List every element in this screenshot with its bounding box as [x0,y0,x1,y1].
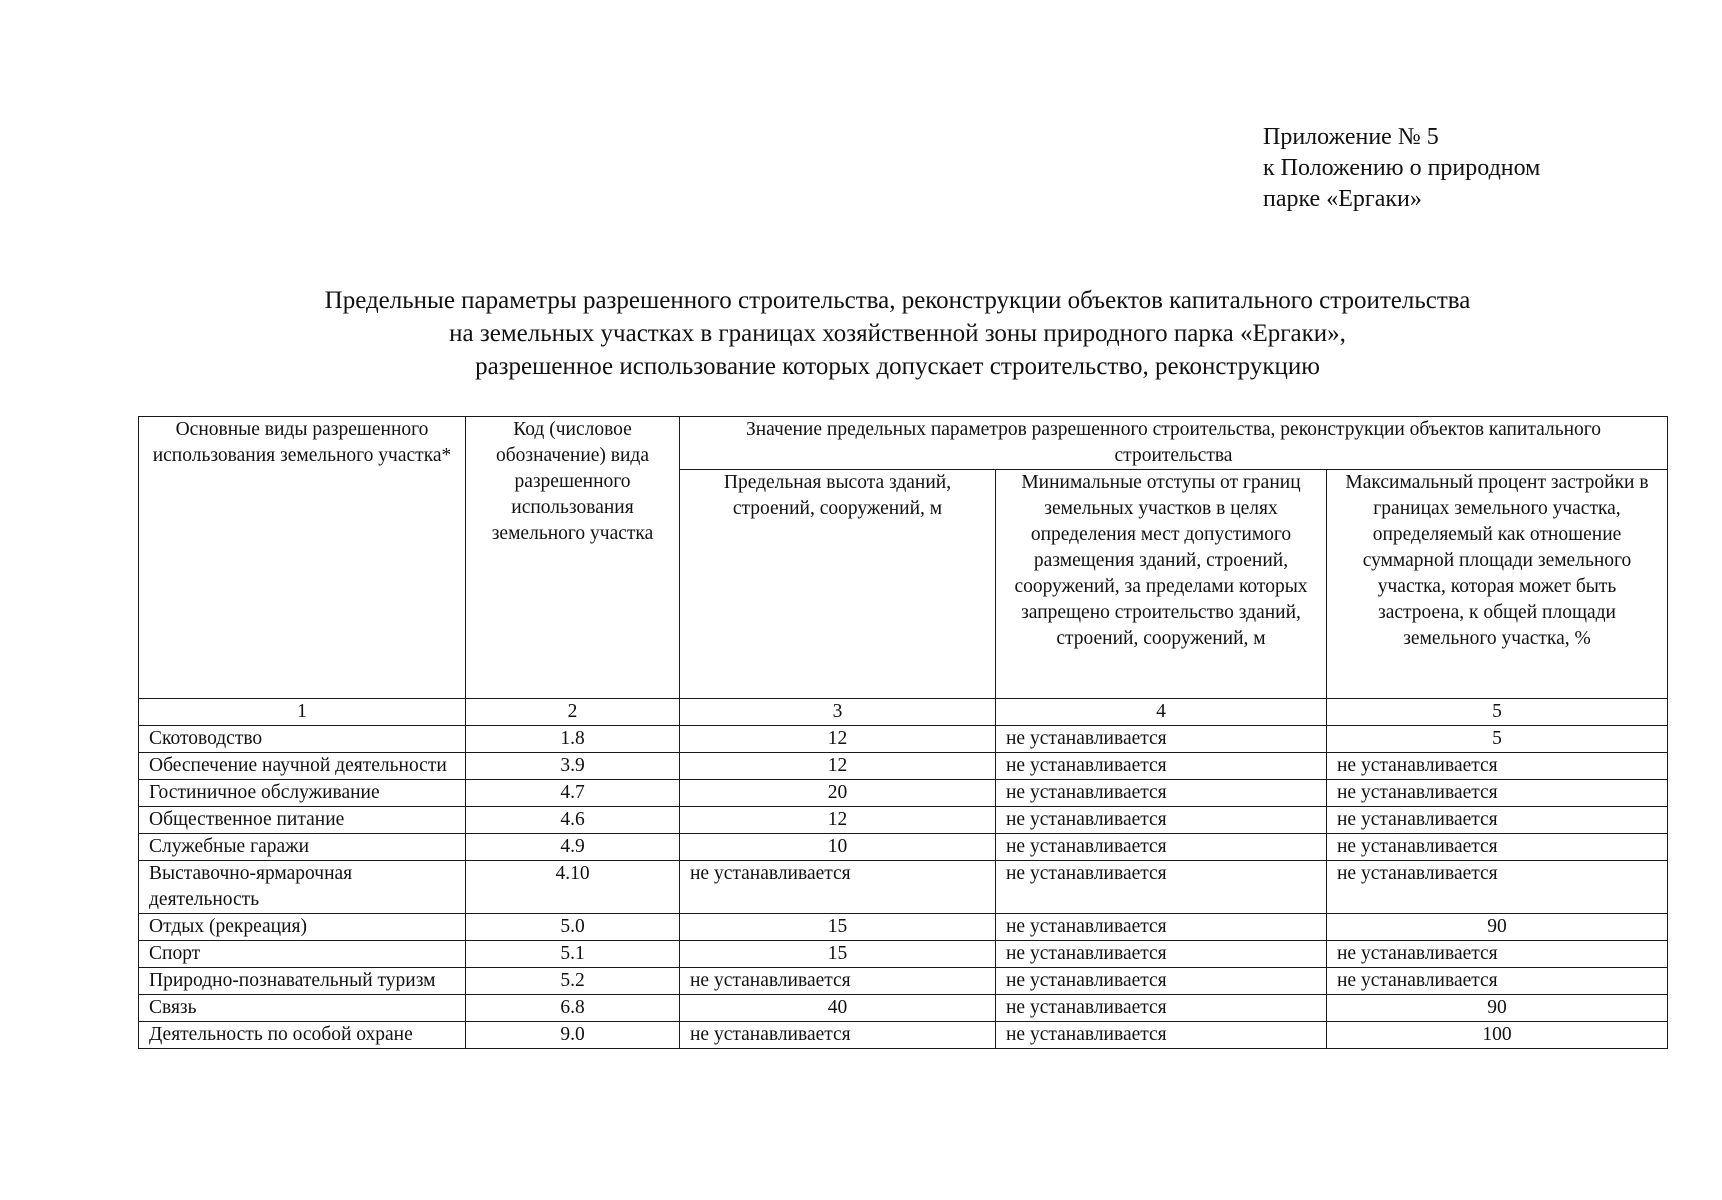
code-cell: 5.0 [466,914,680,941]
min-setback-cell: не устанавливается [996,780,1327,807]
title-line: Предельные параметры разрешенного строительства, реконструкции объектов капитального строительства [324,287,1471,314]
code-cell: 4.7 [466,780,680,807]
code-cell: 5.2 [466,968,680,995]
max-height-cell: 15 [680,941,996,968]
max-height-cell: не устанавливается [680,968,996,995]
max-coverage-cell: 5 [1327,726,1668,753]
code-cell: 4.9 [466,834,680,861]
table-row [139,861,1668,914]
column-number: 4 [996,699,1327,726]
header-max-coverage: Максимальный процент застройки в границах земельного участка, определяемый как отношение суммарной площади земельного участка, которая может быть застроена, к общей площади земельного участка, % [1327,470,1668,699]
min-setback-cell: не устанавливается [996,834,1327,861]
max-height-cell: не устанавливается [680,1022,996,1049]
column-number: 2 [466,699,680,726]
max-height-cell: 12 [680,753,996,780]
table-row [139,995,1668,1022]
appendix-line: парке «Ергаки» [1263,186,1422,212]
min-setback-cell: не устанавливается [996,914,1327,941]
code-cell: 3.9 [466,753,680,780]
table-row [139,914,1668,941]
header-max-height: Предельная высота зданий, строений, сооружений, м [680,470,996,699]
min-setback-cell: не устанавливается [996,995,1327,1022]
header-code: Код (числовое обозначение) вида разрешенного использования земельного участка [466,417,680,699]
table-row [139,968,1668,995]
table-row [139,753,1668,780]
code-cell: 4.6 [466,807,680,834]
parameters-table [138,416,1668,1049]
land-use-name-cell: Выставочно-ярмарочная деятельность [139,861,466,914]
table-row [139,834,1668,861]
land-use-name-cell: Обеспечение научной деятельности [139,753,466,780]
code-cell: 1.8 [466,726,680,753]
max-height-cell: 12 [680,726,996,753]
max-coverage-cell: 100 [1327,1022,1668,1049]
max-height-cell: 15 [680,914,996,941]
land-use-name-cell: Связь [139,995,466,1022]
min-setback-cell: не устанавливается [996,726,1327,753]
header-limit-values: Значение предельных параметров разрешенного строительства, реконструкции объектов капитального строительства [680,417,1668,470]
table-body [139,726,1668,1049]
land-use-name-cell: Природно-познавательный туризм [139,968,466,995]
land-use-name-cell: Отдых (рекреация) [139,914,466,941]
title-line: на земельных участках в границах хозяйственной зоны природного парка «Ергаки», [449,320,1346,347]
max-height-cell: 20 [680,780,996,807]
min-setback-cell: не устанавливается [996,753,1327,780]
land-use-name-cell: Гостиничное обслуживание [139,780,466,807]
max-coverage-cell: 90 [1327,914,1668,941]
code-cell: 5.1 [466,941,680,968]
appendix-line: к Положению о природном [1263,155,1541,181]
appendix-note [1263,122,1540,215]
max-height-cell: 40 [680,995,996,1022]
min-setback-cell: не устанавливается [996,807,1327,834]
max-coverage-cell: не устанавливается [1327,861,1668,914]
table-row [139,941,1668,968]
max-coverage-cell: не устанавливается [1327,968,1668,995]
code-cell: 6.8 [466,995,680,1022]
min-setback-cell: не устанавливается [996,1022,1327,1049]
header-min-setback: Минимальные отступы от границ земельных участков в целях определения мест допустимого размещения зданий, строений, сооружений, за пределами которых запрещено строительство зданий, строений, сооружений, м [996,470,1327,699]
max-coverage-cell: не устанавливается [1327,807,1668,834]
min-setback-cell: не устанавливается [996,968,1327,995]
max-coverage-cell: не устанавливается [1327,941,1668,968]
code-cell: 9.0 [466,1022,680,1049]
code-cell: 4.10 [466,861,680,914]
max-coverage-cell: не устанавливается [1327,753,1668,780]
max-height-cell: не устанавливается [680,861,996,914]
title-line: разрешенное использование которых допускает строительство, реконструкцию [475,353,1320,380]
document-title [0,284,1722,383]
header-land-use-types: Основные виды разрешенного использования земельного участка* [139,417,466,699]
land-use-name-cell: Деятельность по особой охране [139,1022,466,1049]
column-number: 1 [139,699,466,726]
max-height-cell: 12 [680,807,996,834]
land-use-name-cell: Служебные гаражи [139,834,466,861]
column-number: 5 [1327,699,1668,726]
table-row [139,1022,1668,1049]
appendix-line: Приложение № 5 [1263,124,1439,150]
table-row [139,726,1668,753]
max-coverage-cell: не устанавливается [1327,780,1668,807]
land-use-name-cell: Спорт [139,941,466,968]
max-coverage-cell: 90 [1327,995,1668,1022]
max-height-cell: 10 [680,834,996,861]
column-number-row [139,699,1668,726]
land-use-name-cell: Скотоводство [139,726,466,753]
table-row [139,807,1668,834]
table-row [139,780,1668,807]
column-number: 3 [680,699,996,726]
min-setback-cell: не устанавливается [996,861,1327,914]
min-setback-cell: не устанавливается [996,941,1327,968]
max-coverage-cell: не устанавливается [1327,834,1668,861]
land-use-name-cell: Общественное питание [139,807,466,834]
